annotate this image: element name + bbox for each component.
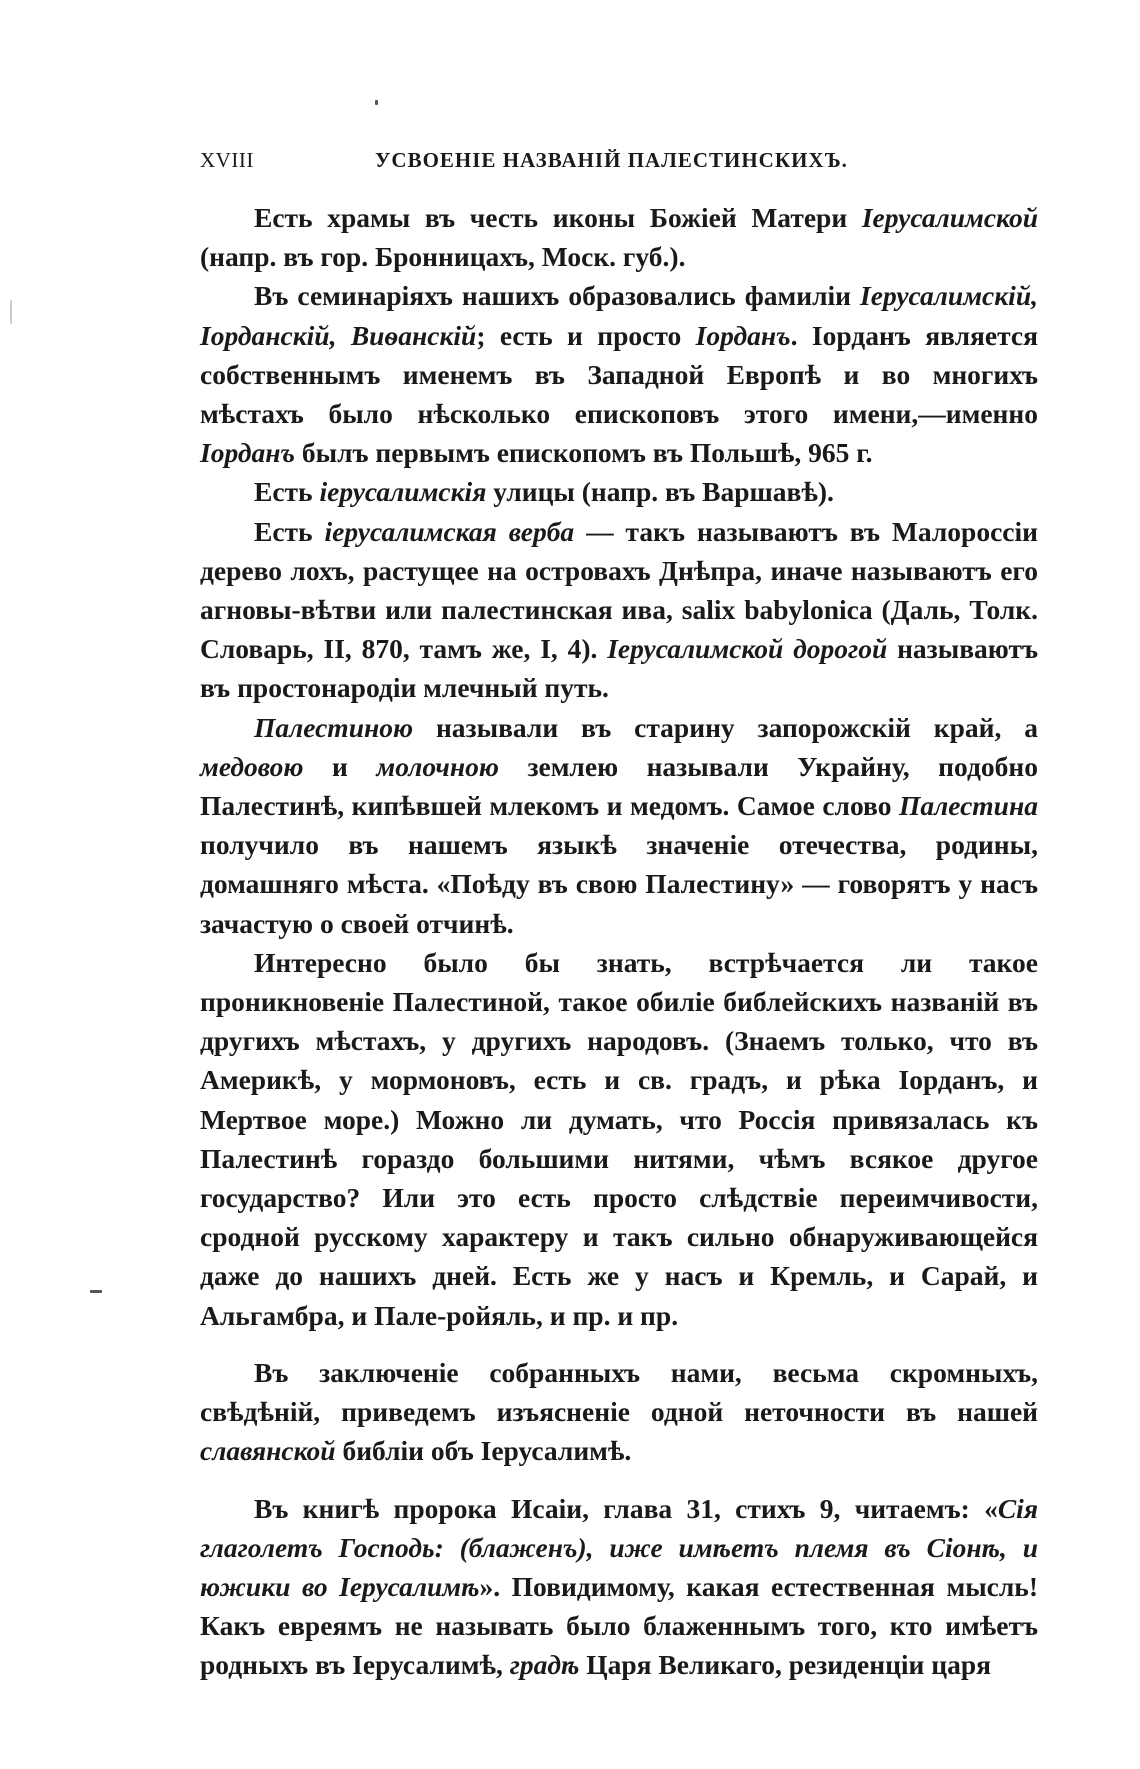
scan-speck: [90, 1290, 102, 1293]
page-number: XVIII: [200, 148, 254, 172]
paragraph-isaiah: Въ книгѣ пророка Исаіи, глава 31, стихъ 9, читаемъ: «Сія глаголетъ Господь: (блаженъ), иже имѣетъ племя въ Сіонѣ, и южики во Іерусалимѣ». Повидимому, какая естественная мысль! Какъ евреямъ не называть было блаженнымъ того, кто имѣетъ родныхъ въ Іерусалимѣ, градѣ Царя Великаго, резиденціи царя: [200, 1492, 1039, 1681]
paragraph-other-peoples: Интересно было бы знать, встрѣчается ли такое проникновеніе Палестиной, такое обиліе библейскихъ названій въ другихъ мѣстахъ, у другихъ народовъ. (Знаемъ только, что въ Америкѣ, у мормоновъ, есть и св. градъ, и рѣка Іорданъ, и Мертвое море.) Можно ли думать, что Россія привязалась къ Палестинѣ гораздо большими нитями, чѣмъ всякое другое государство? Или это есть просто слѣдствіе переимчивости, сродной русскому характеру и такъ сильно обнаруживающейся даже до нашихъ дней. Есть же у насъ и Кремль, и Сарай, и Альгамбра, и Пале-ройяль, и пр. и пр.: [200, 946, 1038, 1331]
paragraph-palestine-ukraine: Палестиною называли въ старину запорожскій край, а медовою и молочною землею называли Украйну, подобно Палестинѣ, кипѣвшей млекомъ и медомъ. Самое слово Палестина получило въ нашемъ языкѣ значеніе отечества, родины, домашняго мѣста. «Поѣду въ свою Палестину» — говорятъ у насъ зачастую о своей отчинѣ.: [200, 711, 1038, 939]
scan-speck: [375, 100, 378, 105]
paragraph-streets: Есть іерусалимскія улицы (напр. въ Варшавѣ).: [254, 476, 834, 508]
scan-speck: [10, 300, 12, 324]
paragraph-willow: Есть іерусалимская верба — такъ называютъ въ Малороссіи дерево лохъ, растущее на островахъ Днѣпра, иначе называютъ его агновы-вѣтви или палестинская ива, salix babylonica (Даль, Толк. Словарь, II, 870, тамъ же, I, 4). Іерусалимской дорогой называютъ въ простонародіи млечный путь.: [200, 515, 1038, 704]
paragraph-conclusion: Въ заключеніе собранныхъ нами, весьма скромныхъ, свѣдѣній, приведемъ изъясненіе одной неточности въ нашей славянской библіи объ Іерусалимѣ.: [200, 1356, 1038, 1467]
paragraph-church-icons: Есть храмы въ честь иконы Божіей Матери Іерусалимской (напр. въ гор. Бронницахъ, Моск. губ.).: [200, 202, 1038, 273]
paragraph-seminary-surnames: Въ семинаріяхъ нашихъ образовались фамиліи Іерусалимскій, Іорданскій, Виѳанскій; есть и просто Іорданъ. Іорданъ является собственнымъ именемъ въ Западной Европѣ и во многихъ мѣстахъ было нѣсколько епископовъ этого имени,—именно Іорданъ былъ первымъ епископомъ въ Польшѣ, 965 г.: [200, 280, 1039, 469]
body-text: [200, 198, 1038, 1685]
running-title: УСВОЕНІЕ НАЗВАНІЙ ПАЛЕСТИНСКИХЪ.: [375, 148, 848, 172]
page-header: [200, 148, 1040, 178]
